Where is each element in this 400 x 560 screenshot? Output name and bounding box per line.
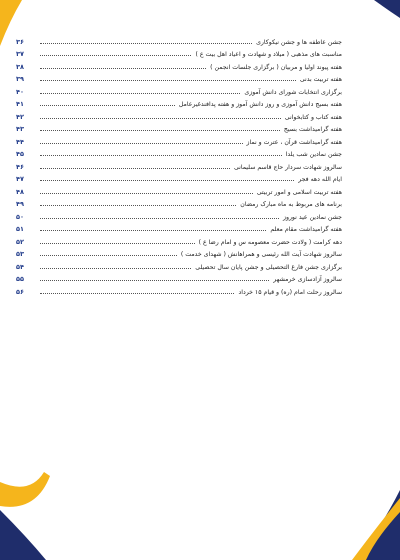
toc-entry: [16, 208, 342, 221]
toc-entry-title: هفته پیوند اولیا و مربیان ( برگزاری جلسات انجمن ): [210, 63, 342, 71]
toc-leader-dots: [40, 167, 230, 169]
table-of-contents: [16, 33, 342, 296]
toc-entry-title: جشن نمادین شب یلدا: [285, 151, 342, 158]
toc-entry: [16, 183, 342, 196]
toc-entry: [16, 33, 342, 46]
top-right-decoration: [360, 0, 400, 40]
toc-entry-page: ۵۳: [16, 250, 24, 258]
toc-leader-dots: [40, 92, 240, 94]
toc-entry-title: سالروز شهادت آیت الله رئیسی و همراهانش ( شهدای خدمت ): [180, 251, 342, 258]
toc-entry-page: ۳۷: [16, 50, 24, 58]
toc-entry-title: برنامه های مربوط به ماه مبارک رمضان: [240, 201, 342, 208]
toc-entry-page: ۵۴: [16, 262, 24, 271]
toc-entry-page: ۴۳: [16, 125, 24, 133]
toc-entry-page: ۳۹: [16, 75, 24, 83]
toc-leader-dots: [40, 229, 266, 231]
toc-entry: [16, 121, 342, 134]
toc-leader-dots: [40, 104, 175, 106]
toc-entry: [16, 108, 342, 121]
toc-entry-title: هفته کتاب و کتابخوانی: [284, 113, 342, 121]
toc-entry-title: هفته بسیج دانش آموزی و روز دانش آموز و هفته پدافندغیرعامل: [178, 101, 342, 108]
toc-leader-dots: [40, 67, 206, 69]
toc-entry-page: ۵۱: [16, 225, 24, 233]
toc-entry-title: برگزاری انتخابات شورای دانش آموزی: [244, 88, 342, 96]
toc-entry-page: ۴۸: [16, 187, 24, 196]
toc-leader-dots: [40, 242, 195, 244]
bottom-right-decoration: [340, 490, 400, 560]
toc-entry-title: سالروز شهادت سردار حاج قاسم سلیمانی: [233, 163, 342, 171]
toc-leader-dots: [40, 192, 253, 194]
toc-entry-page: ۴۶: [16, 162, 24, 171]
toc-entry-title: برگزاری جشن فارغ التحصیلی و جشن پایان سال تحصیلی: [195, 263, 342, 271]
toc-entry: [16, 233, 342, 246]
toc-entry-page: ۳۶: [16, 37, 24, 46]
toc-entry: [16, 71, 342, 84]
toc-entry-page: ۴۰: [16, 87, 24, 96]
toc-entry: [16, 258, 342, 271]
toc-leader-dots: [40, 179, 294, 181]
toc-entry: [16, 221, 342, 234]
toc-leader-dots: [40, 204, 236, 206]
toc-leader-dots: [40, 54, 191, 56]
toc-entry-page: ۴۹: [16, 200, 24, 208]
toc-entry: [16, 133, 342, 146]
toc-leader-dots: [40, 142, 243, 144]
toc-entry-title: مناسبت های مذهبی ( میلاد و شهادت و اعیاد اهل بیت ع ): [195, 51, 342, 58]
toc-entry: [16, 46, 342, 59]
toc-entry: [16, 283, 342, 296]
toc-entry-title: هفته گرامیداشت مقام معلم: [270, 226, 342, 233]
toc-leader-dots: [40, 217, 279, 219]
toc-entry-title: هفته تربیت اسلامی و امور تربیتی: [256, 188, 342, 196]
toc-entry-title: سالروز آزادسازی خرمشهر: [273, 276, 342, 283]
toc-entry: [16, 96, 342, 109]
toc-entry-page: ۵۲: [16, 237, 24, 246]
toc-entry-title: دهه کرامت ( ولادت حضرت معصومه س و امام رضا ع ): [198, 238, 342, 246]
toc-entry-page: ۵۶: [16, 287, 24, 296]
toc-entry-title: هفته گرامیداشت بسیج: [283, 126, 342, 133]
toc-entry: [16, 58, 342, 71]
toc-entry: [16, 158, 342, 171]
toc-leader-dots: [40, 267, 191, 269]
toc-entry-page: ۳۸: [16, 62, 24, 71]
toc-entry: [16, 171, 342, 184]
bottom-left-decoration: [0, 460, 50, 560]
toc-leader-dots: [40, 154, 282, 156]
toc-entry: [16, 83, 342, 96]
toc-entry: [16, 271, 342, 284]
toc-leader-dots: [40, 117, 281, 119]
toc-leader-dots: [40, 292, 234, 294]
toc-leader-dots: [40, 129, 280, 131]
toc-entry-page: ۴۴: [16, 137, 24, 146]
toc-entry-title: ایام الله دهه فجر: [298, 176, 342, 183]
toc-entry-title: سالروز رحلت امام (ره) و قیام ۱۵ خرداد: [238, 288, 342, 296]
toc-entry: [16, 146, 342, 159]
toc-entry-page: ۵۵: [16, 275, 24, 283]
toc-leader-dots: [40, 254, 177, 256]
toc-entry-page: ۴۷: [16, 175, 24, 183]
toc-entry-page: ۴۲: [16, 112, 24, 121]
toc-leader-dots: [40, 42, 252, 44]
toc-entry-title: جشن نمادین عید نوروز: [282, 213, 342, 221]
toc-entry-title: جشن عاطفه ها و جشن نیکوکاری: [256, 38, 342, 46]
toc-entry-title: هفته گرامیداشت قرآن ، عترت و نماز: [246, 138, 342, 146]
toc-entry-title: هفته تربیت بدنی: [299, 76, 342, 83]
toc-leader-dots: [40, 279, 269, 281]
toc-leader-dots: [40, 79, 296, 81]
toc-entry: [16, 246, 342, 259]
toc-entry-page: ۴۵: [16, 150, 24, 158]
toc-entry-page: ۵۰: [16, 212, 24, 221]
toc-entry-page: ۴۱: [16, 100, 24, 108]
toc-entry: [16, 196, 342, 209]
